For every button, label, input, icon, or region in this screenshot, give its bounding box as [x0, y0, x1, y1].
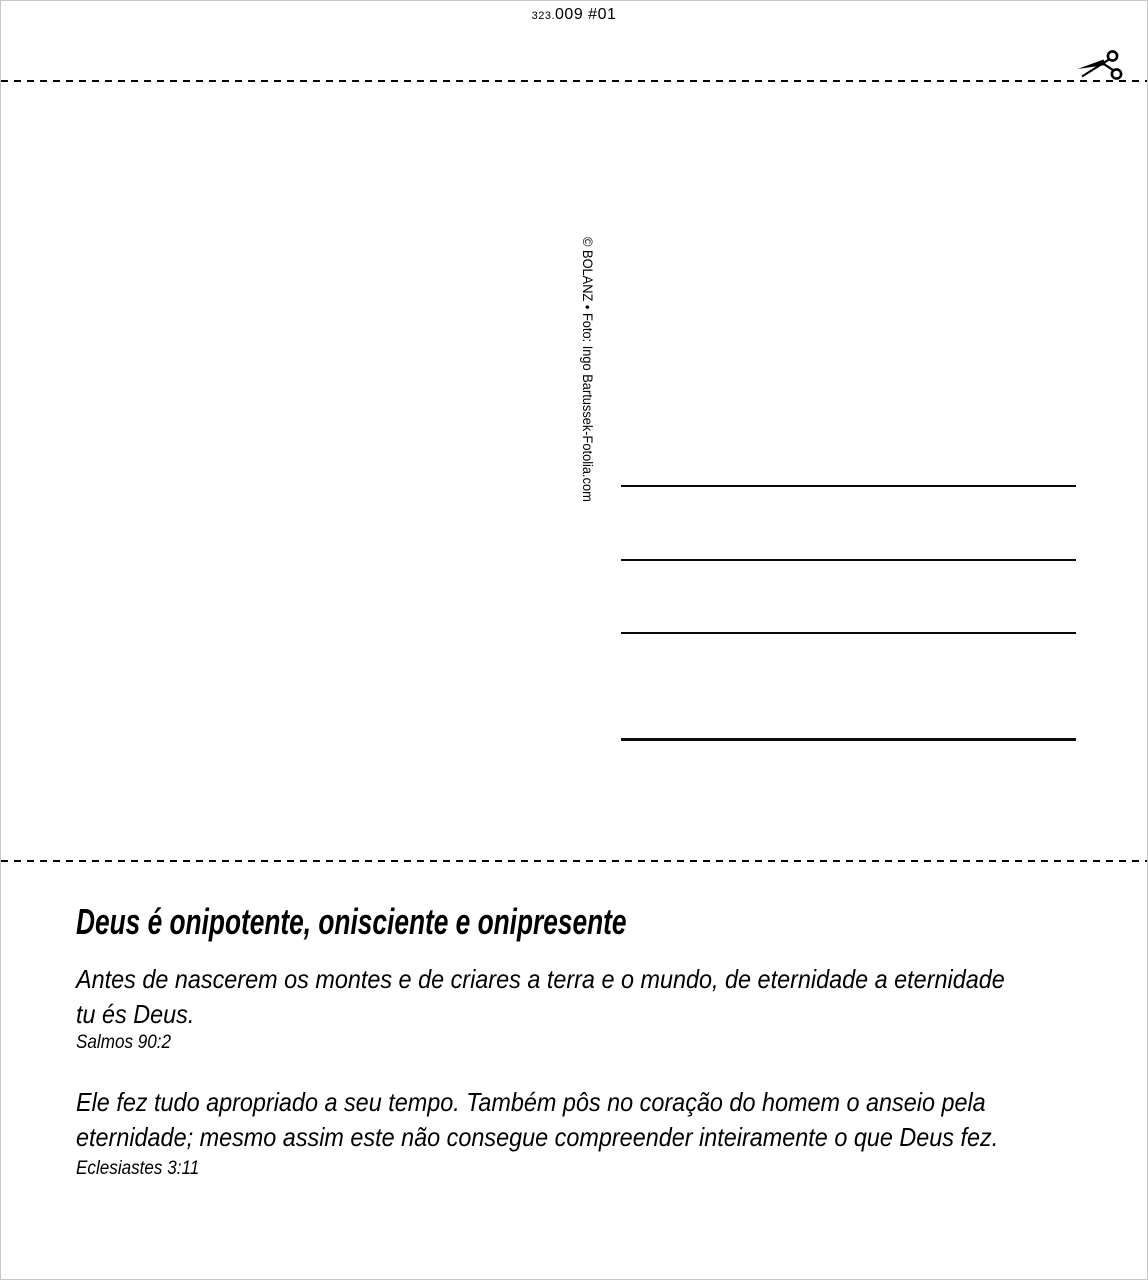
- verse-psalm-line-1: Antes de nascerem os montes e de criares a terra e o mundo, de eternidade a eternidade: [76, 964, 1005, 994]
- verse-ecclesiastes-line-1: Ele fez tudo apropriado a seu tempo. Também pôs no coração do homem o anseio pela: [76, 1087, 986, 1117]
- verse-ecclesiastes: [76, 1085, 1101, 1155]
- verse-psalm-reference: Salmos 90:2: [76, 1032, 172, 1053]
- address-line-3: [621, 632, 1076, 634]
- cut-line-top: [1, 80, 1147, 82]
- product-code-number: 009 #01: [555, 6, 617, 23]
- verse-ecclesiastes-line-2: eternidade; mesmo assim este não consegue compreender inteiramente o que Deus fez.: [76, 1122, 999, 1152]
- scissors-icon: [1077, 49, 1123, 82]
- card-title: Deus é onipotente, onisciente e onipresente: [76, 901, 627, 942]
- product-code: [1, 6, 1147, 24]
- photo-credit-vertical: © BOLANZ • Foto: Ingo Bartussek-Fotolia.com: [580, 237, 595, 502]
- product-code-prefix: 323.: [531, 10, 556, 22]
- cut-line-bottom: [1, 860, 1147, 862]
- verse-psalm-line-2: tu és Deus.: [76, 999, 195, 1029]
- address-line-1: [621, 485, 1076, 487]
- verse-ecclesiastes-reference: Eclesiastes 3:11: [76, 1158, 200, 1179]
- verse-psalm: [76, 962, 1108, 1032]
- address-line-4: [621, 738, 1076, 741]
- address-line-2: [621, 559, 1076, 561]
